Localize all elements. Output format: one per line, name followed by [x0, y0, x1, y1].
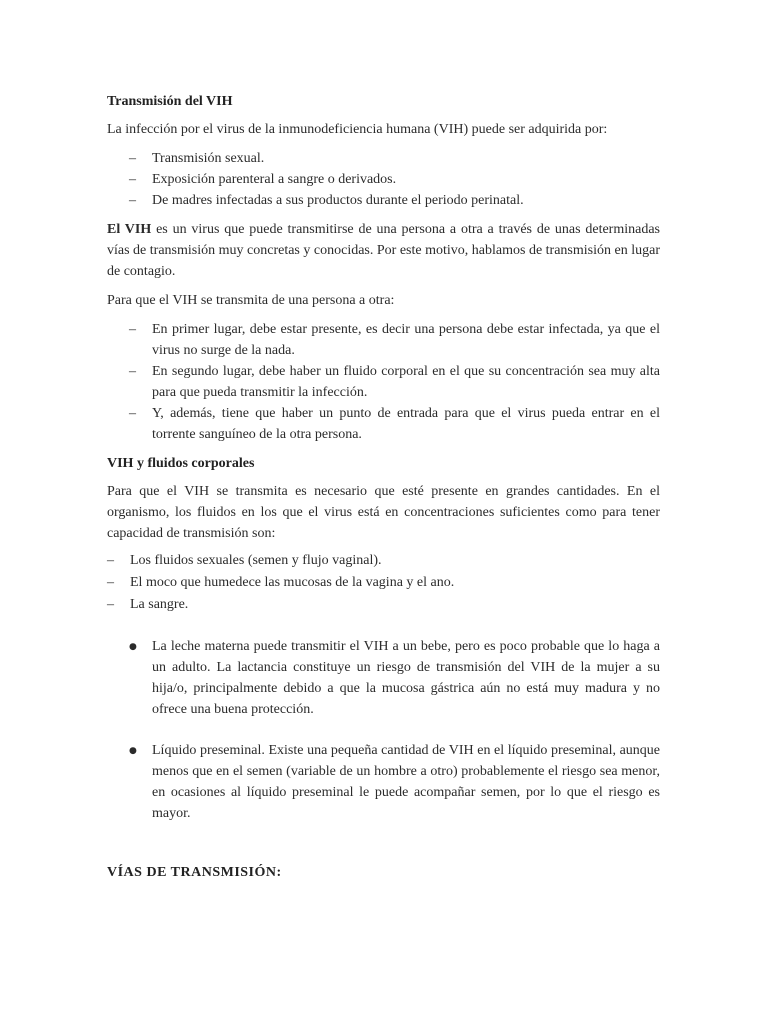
list-item-text: Los fluidos sexuales (semen y flujo vaginal).	[130, 553, 382, 568]
dash-marker: –	[129, 364, 136, 379]
list-item-condition-3	[129, 403, 660, 445]
dash-marker: –	[129, 172, 136, 187]
vih-definition-paragraph	[107, 219, 660, 282]
paragraph-text: es un virus que puede transmitirse de una persona a otra a través de unas determinadas vías de transmisión muy concretas y conocidas. Por este motivo, hablamos de transmisión en lugar de contagio.	[107, 222, 660, 279]
intro-paragraph: La infección por el virus de la inmunodeficiencia humana (VIH) puede ser adquirida por:	[107, 122, 608, 137]
section-title-fluidos: VIH y fluidos corporales	[107, 456, 255, 471]
list-item-text: Y, además, tiene que haber un punto de entrada para que el virus pueda entrar en el torrente sanguíneo de la otra persona.	[152, 406, 660, 442]
list-item-text: Transmisión sexual.	[152, 151, 265, 166]
dash-marker: –	[107, 597, 114, 612]
list-item-condition-1	[129, 319, 660, 361]
section-title-transmision: Transmisión del VIH	[107, 94, 233, 109]
list-item-text: En primer lugar, debe estar presente, es decir una persona debe estar infectada, ya que el virus no surge de la nada.	[152, 322, 660, 358]
dash-marker: –	[129, 406, 136, 421]
bullet-item-preseminal	[129, 740, 660, 824]
list-item-fluid-1	[107, 550, 660, 571]
bullet-marker: ●	[129, 642, 137, 652]
dash-marker: –	[129, 193, 136, 208]
list-item-fluid-2	[107, 572, 660, 593]
dash-marker: –	[107, 553, 114, 568]
list-item-fluid-3	[107, 594, 660, 615]
bullet-marker: ●	[129, 746, 137, 756]
list-item-text: Exposición parenteral a sangre o derivados.	[152, 172, 397, 187]
fluids-intro-paragraph: Para que el VIH se transmita es necesario que esté presente en grandes cantidades. En el organismo, los fluidos en los que el virus está en concentraciones suficientes como para tener capacidad de transmisión son:	[107, 484, 660, 541]
dash-marker: –	[129, 151, 136, 166]
list-item-text: El moco que humedece las mucosas de la vagina y el ano.	[130, 575, 455, 590]
section-title-vias: VÍAS DE TRANSMISIÓN:	[107, 865, 282, 880]
list-item-condition-2	[129, 361, 660, 403]
list-item-text: La sangre.	[130, 597, 189, 612]
list-item-text: De madres infectadas a sus productos durante el periodo perinatal.	[152, 193, 524, 208]
list-item-route-2	[129, 169, 660, 190]
list-item-route-3	[129, 190, 660, 211]
bullet-item-breast-milk	[129, 636, 660, 720]
dash-marker: –	[107, 575, 114, 590]
bold-term: El VIH	[107, 222, 152, 237]
bullet-item-text: Líquido preseminal. Existe una pequeña cantidad de VIH en el líquido preseminal, aunque menos que en el semen (variable de un hombre a otro) probablemente el riesgo sea menor, en ocasiones al líquido preseminal le puede acompañar semen, por lo que el riesgo es mayor.	[152, 743, 660, 821]
bullet-item-text: La leche materna puede transmitir el VIH a un bebe, pero es poco probable que lo haga a un adulto. La lactancia constituye un riesgo de transmisión del VIH de la mujer a su hija/o, principalmente debido a que la mucosa gástrica aún no está muy madura y no ofrece una buena protección.	[152, 639, 660, 717]
conditions-intro: Para que el VIH se transmita de una persona a otra:	[107, 293, 395, 308]
list-item-route-1	[129, 148, 660, 169]
list-item-text: En segundo lugar, debe haber un fluido corporal en el que su concentración sea muy alta para que pueda transmitir la infección.	[152, 364, 660, 400]
dash-marker: –	[129, 322, 136, 337]
